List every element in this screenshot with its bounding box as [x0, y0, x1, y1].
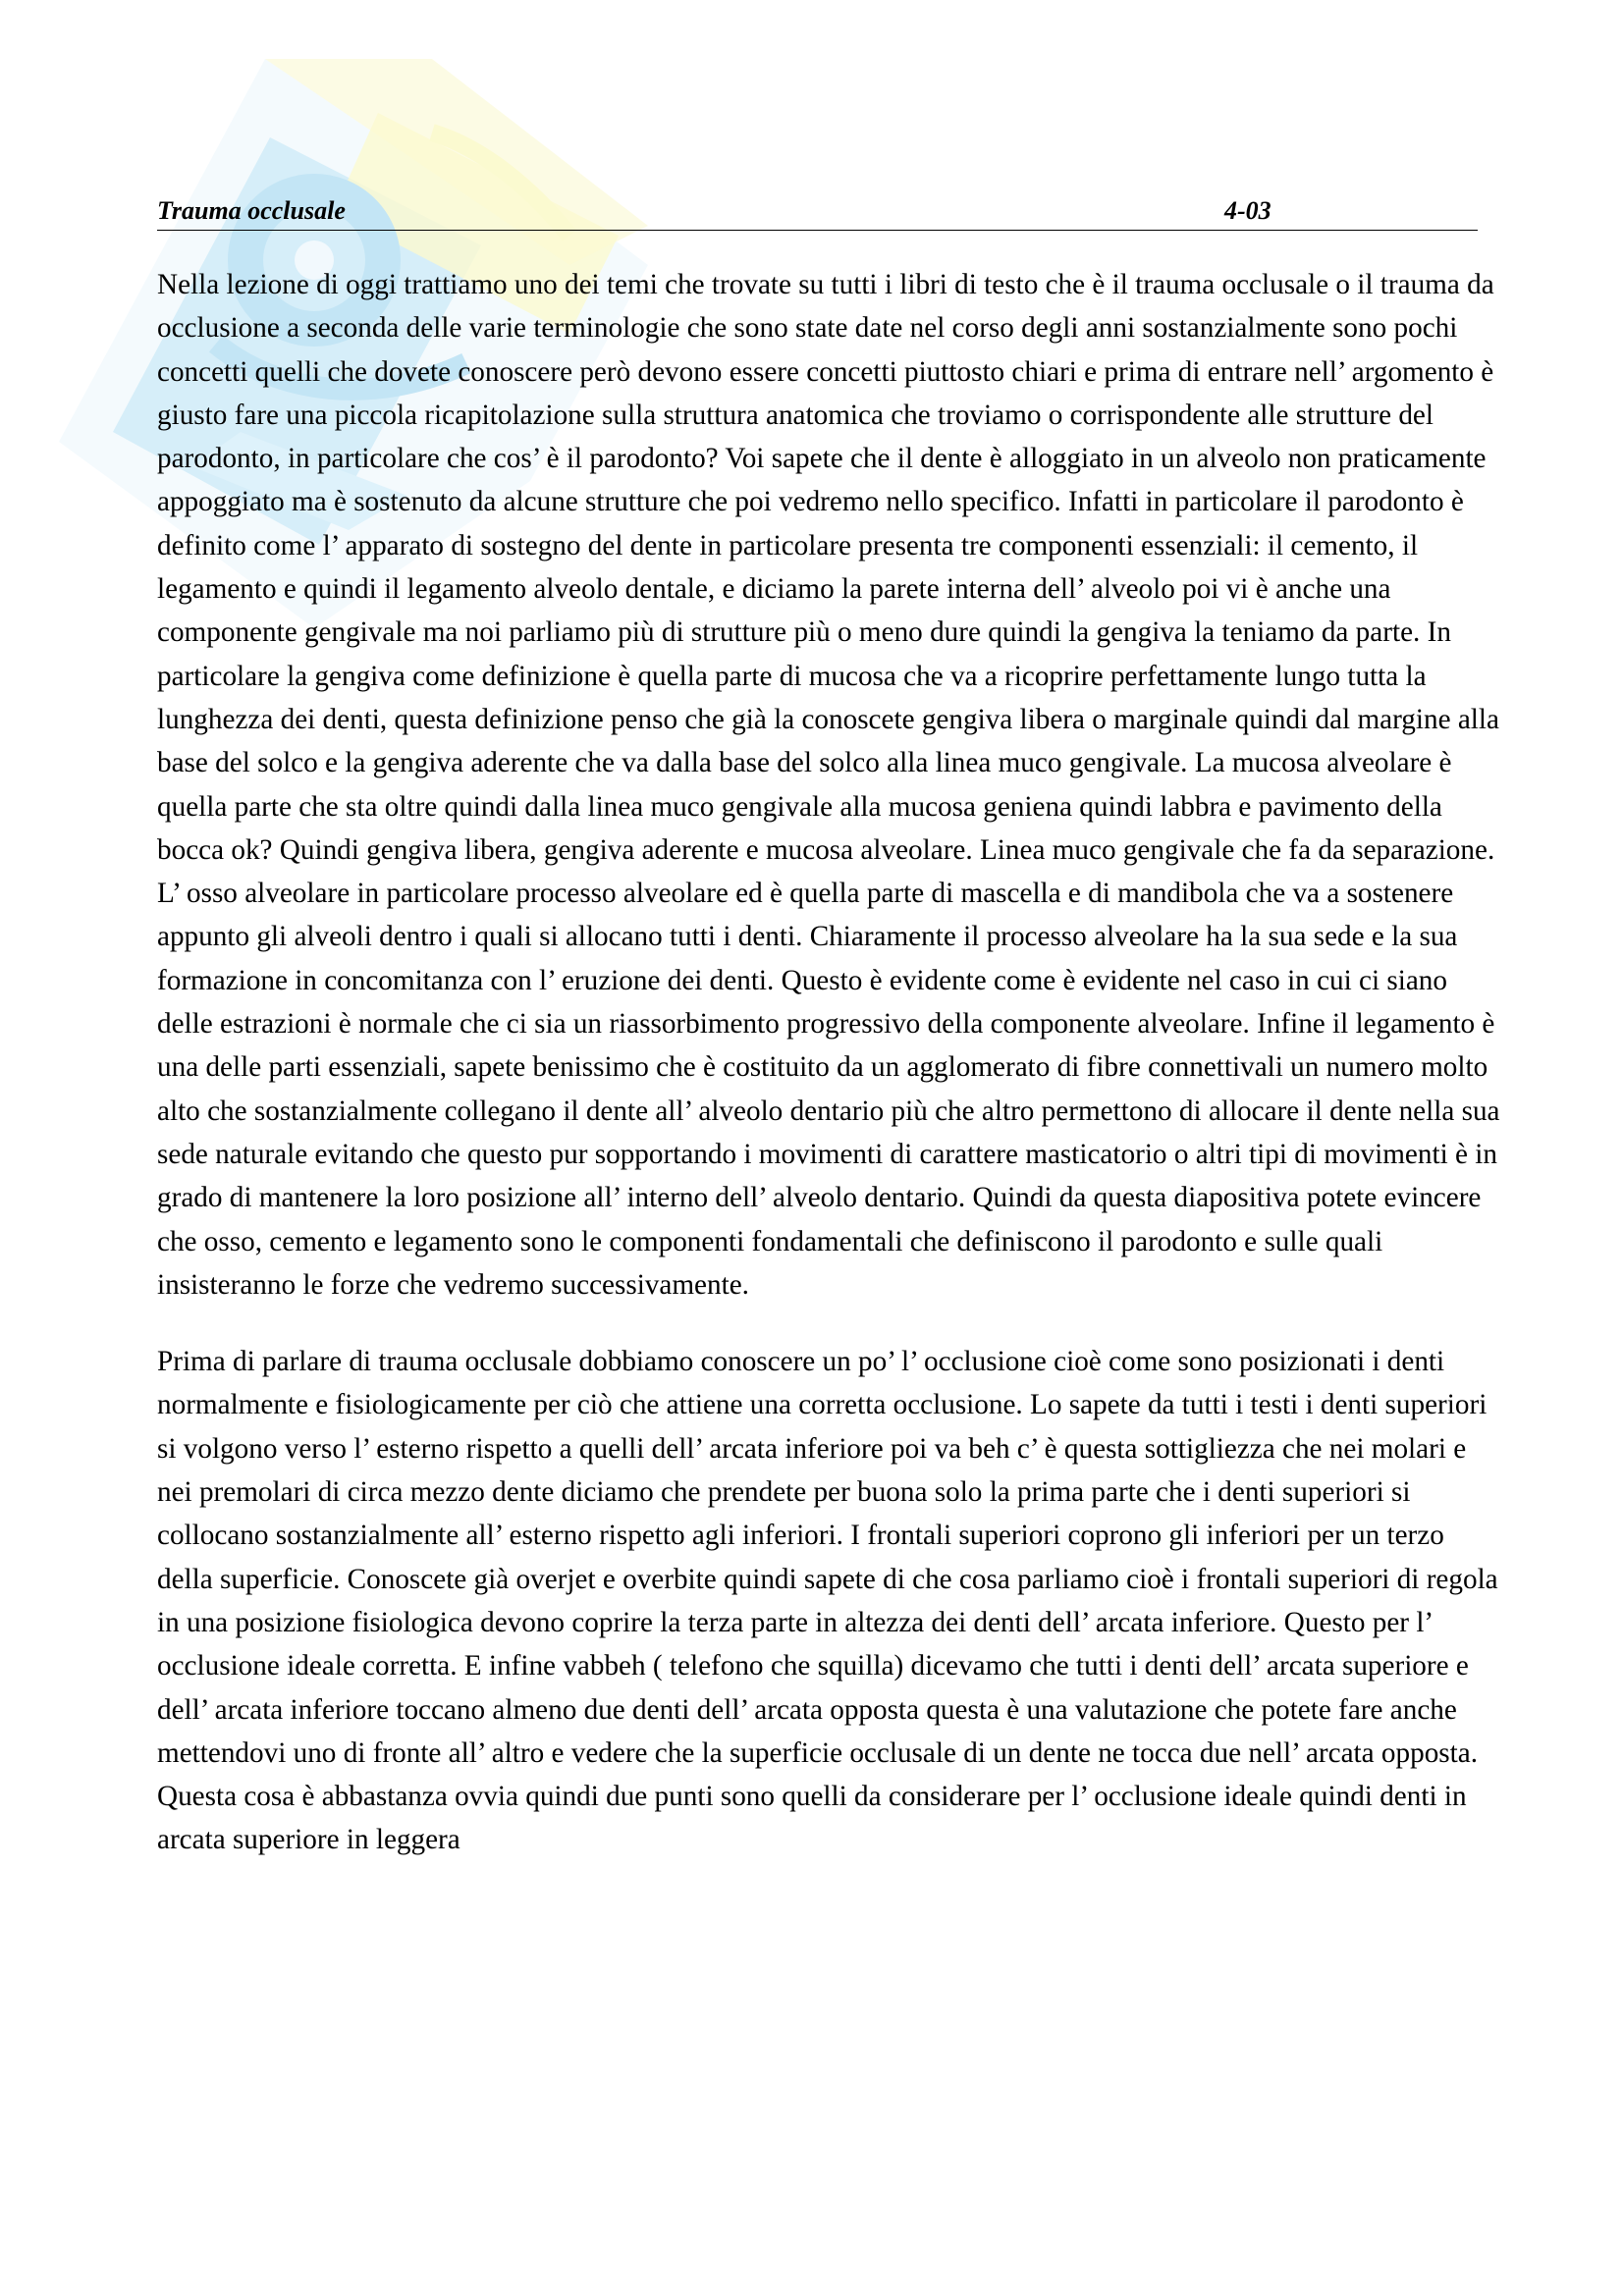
- document-header: [157, 196, 1478, 231]
- document-body: [157, 263, 1502, 1862]
- paragraph: Nella lezione di oggi trattiamo uno dei temi che trovate su tutti i libri di testo che è il trauma occlusale o il trauma da occlusione a seconda delle varie terminologie che sono state date nel corso degli anni sostanzialmente sono pochi concetti quelli che dovete conoscere però devono essere concetti piuttosto chiari e prima di entrare nell’ argomento è giusto fare una piccola ricapitolazione sulla struttura anatomica che troviamo o corrispondente alle strutture del parodonto, in particolare che cos’ è il parodonto? Voi sapete che il dente è alloggiato in un alveolo non praticamente appoggiato ma è sostenuto da alcune strutture che poi vedremo nello specifico. Infatti in particolare il parodonto è definito come l’ apparato di sostegno del dente in particolare presenta tre componenti essenziali: il cemento, il legamento e quindi il legamento alveolo dentale, e diciamo la parete interna dell’ alveolo poi vi è anche una componente gengivale ma noi parliamo più di strutture più o meno dure quindi la gengiva la teniamo da parte. In particolare la gengiva come definizione è quella parte di mucosa che va a ricoprire perfettamente lungo tutta la lunghezza dei denti, questa definizione penso che già la conoscete gengiva libera o marginale quindi dal margine alla base del solco e la gengiva aderente che va dalla base del solco alla linea muco gengivale. La mucosa alveolare è quella parte che sta oltre quindi dalla linea muco gengivale alla mucosa geniena quindi labbra e pavimento della bocca ok? Quindi gengiva libera, gengiva aderente e mucosa alveolare. Linea muco gengivale che fa da separazione. L’ osso alveolare in particolare processo alveolare ed è quella parte di mascella e di mandibola che va a sostenere appunto gli alveoli dentro i quali si allocano tutti i denti. Chiaramente il processo alveolare ha la sua sede e la sua formazione in concomitanza con l’ eruzione dei denti. Questo è evidente come è evidente nel caso in cui ci siano delle estrazioni è normale che ci sia un riassorbimento progressivo della componente alveolare. Infine il legamento è una delle parti essenziali, sapete benissimo che è costituito da un agglomerato di fibre connettivali un numero molto alto che sostanzialmente collegano il dente all’ alveolo dentario più che altro permettono di allocare il dente nella sua sede naturale evitando che questo pur sopportando i movimenti di carattere masticatorio o altri tipi di movimenti è in grado di mantenere la loro posizione all’ interno dell’ alveolo dentario. Quindi da questa diapositiva potete evincere che osso, cemento e legamento sono le componenti fondamentali che definiscono il parodonto e sulle quali insisteranno le forze che vedremo successivamente.: [157, 269, 1500, 1301]
- paragraph: Prima di parlare di trauma occlusale dobbiamo conoscere un po’ l’ occlusione cioè come sono posizionati i denti normalmente e fisiologicamente per ciò che attiene una corretta occlusione. Lo sapete da tutti i testi i denti superiori si volgono verso l’ esterno rispetto a quelli dell’ arcata inferiore poi va beh c’ è questa sottigliezza che nei molari e nei premolari di circa mezzo dente diciamo che prendete per buona solo la prima parte che i denti superiori si collocano sostanzialmente all’ esterno rispetto agli inferiori. I frontali superiori coprono gli inferiori per un terzo della superficie. Conoscete già overjet e overbite quindi sapete di che cosa parliamo cioè i frontali superiori di regola in una posizione fisiologica devono coprire la terza parte in altezza dei denti dell’ arcata inferiore. Questo per l’ occlusione ideale corretta. E infine vabbeh ( telefono che squilla) dicevamo che tutti i denti dell’ arcata superiore e dell’ arcata inferiore toccano almeno due denti dell’ arcata opposta questa è una valutazione che potete fare anche mettendovi uno di fronte all’ altro e vedere che la superficie occlusale di un dente ne tocca due nell’ arcata opposta. Questa cosa è abbastanza ovvia quindi due punti sono quelli da considerare per l’ occlusione ideale quindi denti in arcata superiore in leggera: [157, 1346, 1498, 1856]
- header-title: Trauma occlusale: [157, 196, 346, 225]
- header-code: 4-03: [1224, 196, 1271, 225]
